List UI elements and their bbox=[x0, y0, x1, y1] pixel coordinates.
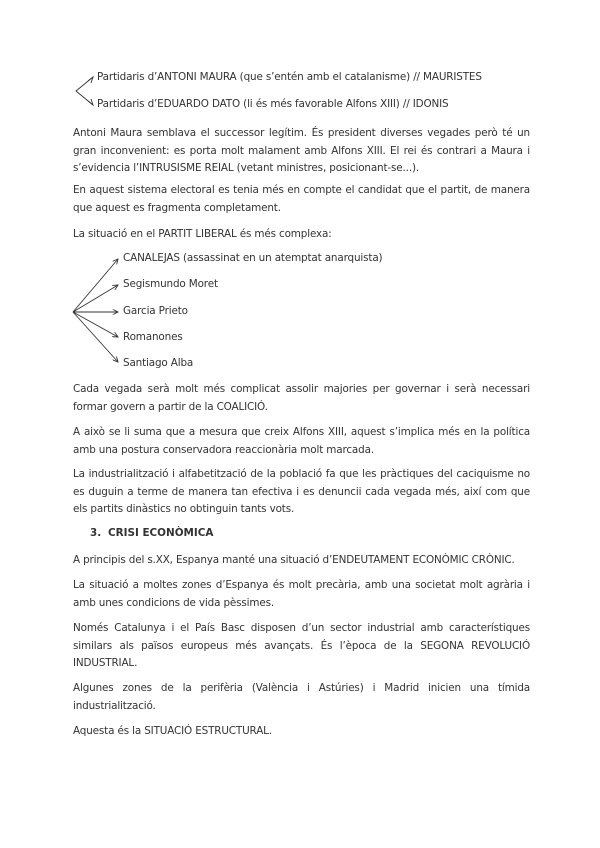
arrow-head-dato bbox=[88, 99, 93, 105]
liberal-branch-arrows bbox=[73, 259, 118, 362]
arrow-alba bbox=[73, 312, 118, 362]
liberal-item-canalejas: CANALEJAS (assassinat en un atemptat anarquista) bbox=[123, 252, 383, 264]
top-branch-bracket bbox=[76, 77, 93, 105]
paragraph-structural: Aquesta és la SITUACIÓ ESTRUCTURAL. bbox=[73, 725, 272, 737]
arrow-canalejas bbox=[73, 259, 118, 312]
top-branch-arrows bbox=[76, 77, 93, 105]
paragraph-liberal-party: La situació en el PARTIT LIBERAL és més complexa: bbox=[73, 228, 332, 240]
arrow-romanones bbox=[73, 312, 118, 337]
paragraph-debt: A principis del s.XX, Espanya manté una situació d’ENDEUTAMENT ECONÒMIC CRÒNIC. bbox=[73, 554, 515, 566]
paragraph-alfons-xiii: A això se li suma que a mesura que creix Alfons XIII, aquest s’implica més en la política amb una postura conservadora reaccionària molt marcada. bbox=[73, 426, 530, 456]
paragraph-precarious: La situació a moltes zones d’Espanya és molt precària, amb una societat molt agrària i amb unes condicions de vida pèssimes. bbox=[73, 579, 530, 609]
paragraph-caciquisme: La industrialització i alfabetització de la població fa que les pràctiques del caciquisme no es duguin a terme de manera tan efectiva i es denuncii cada vegada més, així com que els partits dinàstics no obtinguin tants vots. bbox=[73, 468, 530, 516]
section-heading bbox=[90, 527, 213, 539]
liberal-item-garcia-prieto: Garcia Prieto bbox=[123, 305, 188, 317]
paragraph-industrial: Només Catalunya i el País Basc disposen d’un sector industrial amb característiques similars als països europeus més avançats. És l’època de la SEGONA REVOLUCIÓ INDUSTRIAL. bbox=[73, 622, 530, 670]
liberal-item-romanones: Romanones bbox=[123, 331, 183, 343]
paragraph-electoral-system: En aquest sistema electoral es tenia més en compte el candidat que el partit, de manera que aquest es fragmenta completament. bbox=[73, 184, 530, 214]
arrow-moret bbox=[73, 285, 118, 312]
arrow-head-maura bbox=[88, 77, 93, 83]
liberal-item-alba: Santiago Alba bbox=[123, 357, 194, 369]
paragraph-periphery: Algunes zones de la perifèria (València i Astúries) i Madrid inicien una tímida industrialització. bbox=[73, 682, 530, 712]
liberal-item-moret: Segismundo Moret bbox=[123, 278, 218, 290]
branch-item-dato: Partidaris d’EDUARDO DATO (li és més favorable Alfons XIII) // IDONIS bbox=[97, 98, 449, 110]
section-number: 3. bbox=[90, 527, 102, 539]
paragraph-coalition: Cada vegada serà molt més complicat assolir majories per governar i serà necessari formar govern a partir de la COALICIÓ. bbox=[73, 383, 530, 413]
section-title: CRISI ECONÒMICA bbox=[108, 527, 214, 539]
branch-item-maura: Partidaris d’ANTONI MAURA (que s’entén amb el catalanisme) // MAURISTES bbox=[97, 71, 482, 83]
paragraph-maura: Antoni Maura semblava el successor legítim. És president diverses vegades però té un gran inconvenient: es porta molt malament amb Alfons XIII. El rei és contrari a Maura i s’evidencia l’INTRUSISME REIAL (vetant ministres, posicionant-se...). bbox=[73, 127, 530, 175]
